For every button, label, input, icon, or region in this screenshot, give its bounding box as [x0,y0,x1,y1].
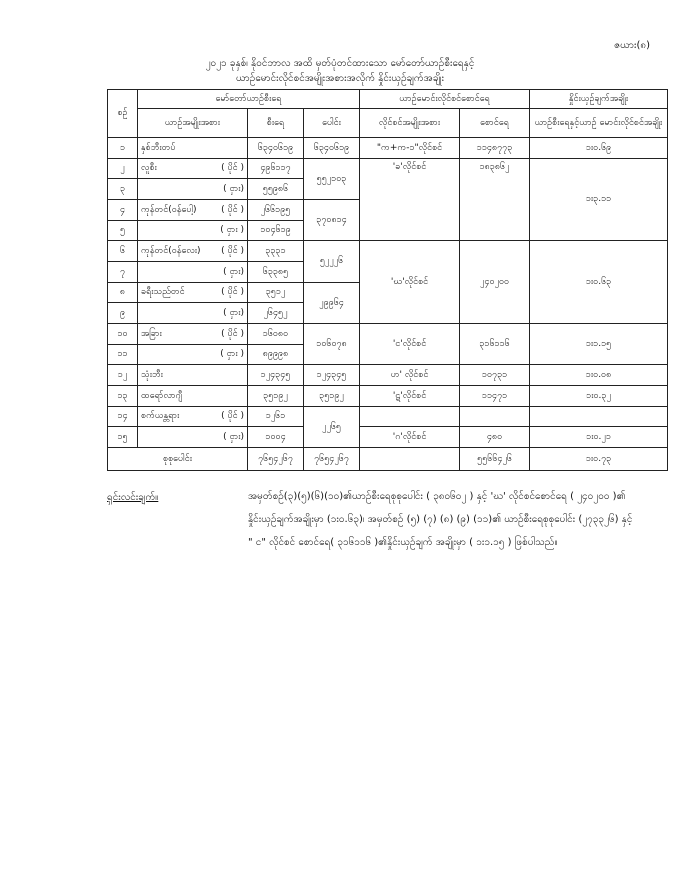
row-type [138,303,248,324]
type-name: စက်ယန္တရား [141,411,180,422]
row-lic-type [360,406,460,427]
total-row [108,447,668,470]
row-no: ၈ [108,282,138,303]
table-row [108,385,668,406]
total-lic-type [360,447,460,470]
row-type: ထရော်လာဂျီ [138,385,248,406]
row-type: နှစ်ဘီးတပ် [138,137,248,158]
total-sum: ၇၆၅၄၂၆၇ [304,447,360,470]
row-count: ၆၃၄၀၆၁၉ [248,137,304,158]
type-sub: ( ပိုင် ) [221,287,244,298]
row-no: ၁၂ [108,365,138,386]
type-name: ကုန်တင်(ဝန်ပေါ့) [141,204,197,215]
table-row [108,323,668,344]
header-count: စီးရေ [248,108,304,137]
row-lic-count: ၃၁၆၁၁၆ [460,323,530,364]
row-count: ၃၅၁၉၂ [248,385,304,406]
header-sum: ပေါင်း [304,108,360,137]
row-count: ၁၀၀၄ [248,427,304,448]
row-lic-type: 'ဂ'လိုင်စင် [360,427,460,448]
row-lic-type: ဟ' လိုင်စင် [360,365,460,386]
header-ratio-group: နှိုင်းယှဉ်ချက်အချိုး [530,90,668,109]
table-row [108,427,668,448]
note-title: ရှင်းလင်းချက်။ [107,492,159,503]
row-sum: ၃၅၁၉၂ [304,385,360,406]
total-count: ၇၆၅၄၂၆၇ [248,447,304,470]
row-type [138,158,248,179]
type-sub: ( ပိုင် ) [221,246,244,257]
row-lic-type: 'ဋ'လိုင်စင် [360,385,460,406]
row-lic-count: ၁၈၃၈၆၂ [460,158,530,241]
row-type: သုံးဘီး [138,365,248,386]
row-lic-count [460,406,530,427]
type-sub: ( ငှား) [223,266,244,277]
row-sum: ၂၂၆၅ [304,406,360,447]
row-type [138,323,248,344]
type-sub: ( ငှား) [223,184,244,195]
row-type [138,282,248,303]
row-lic-count: ၁၁၄၇၁ [460,385,530,406]
table-row [108,158,668,179]
type-sub: ( ငှား) [223,432,244,443]
row-count: ၁၂၄၃၄၅ [248,365,304,386]
row-no: ၂ [108,158,138,179]
row-count: ၅၅၉၈၆ [248,179,304,200]
type-name: ခရီးသည်တင် [141,287,185,298]
table-row [108,137,668,158]
row-count: ၈၉၉၉၈ [248,344,304,365]
row-no: ၁၃ [108,385,138,406]
header-ratio-desc: ယာဉ်စီးရေနှင့်ယာဉ် မောင်းလိုင်စင်အချိုး [530,108,668,137]
row-count: ၃၃၃၁ [248,241,304,262]
type-sub: ( ပိုင် ) [221,411,244,422]
table-row [108,241,668,262]
row-type [138,261,248,282]
row-no: ၅ [108,220,138,241]
row-count: ၂၆၄၅၂ [248,303,304,324]
row-type [138,199,248,220]
type-name: လူစီး [141,163,157,174]
row-type [138,241,248,262]
row-ratio: ၁း၃.၁၁ [530,158,668,241]
table-row [108,365,668,386]
row-ratio: ၁း၀.၆၃ [530,241,668,324]
comparison-table [107,89,668,471]
row-type [138,344,248,365]
row-lic-type: 'ဃ'လိုင်စင် [360,241,460,324]
row-no: ၃ [108,179,138,200]
type-name: အခြား [141,328,162,339]
note-text: အမှတ်စဉ်(၃)(၅)(၆)(၁၀)၏ယာဉ်စီးရေစုစုပေါင်း ( ၃၈၀၆၀၂ ) နှင့် 'ဃ' လိုင်စင်စောင်ရေ ( ၂၄၀၂၀၀ )၏ နှိုင်းယှဉ်ချက်အချိုးမှာ (၁း၀.၆၃)၊ အမှတ်စဉ် (၅) (၇) (၈) (၉) (၁၁)၏ ယာဉ်စီးရေစုစုပေါင်း (၂၇၃၃၂၆) နှင့် " င" လိုင်စင် စောင်ရေ( ၃၁၆၁၁၆ )၏နှိုင်းယှဉ်ချက် အချိုးမှာ ( ၁း၁.၁၅ ) ဖြစ်ပါသည်။ [248,491,633,548]
total-ratio: ၁း၀.၇၃ [530,447,668,470]
type-sub: ( ငှား ) [220,349,244,360]
row-sum: ၁၀၆၀၇၈ [304,323,360,364]
row-sum: ၃၇၀၈၁၄ [304,199,360,240]
row-count: ၁၂၆၁ [248,406,304,427]
row-type [138,427,248,448]
type-name: ကုန်တင်(ဝန်လေး) [141,246,201,257]
header-vehicle-type: ယာဉ်အမျိုးအစား [138,108,248,137]
row-no: ၄ [108,199,138,220]
row-lic-type: 'င'လိုင်စင် [360,323,460,364]
row-count: ၃၅၁၂ [248,282,304,303]
row-type [138,406,248,427]
row-lic-count: ၁၀၇၃၁ [460,365,530,386]
row-sum: ၁၂၄၃၄၅ [304,365,360,386]
total-lic-count: ၅၅၆၆၄၂၆ [460,447,530,470]
header-licence-count: စောင်ရေ [460,108,530,137]
page-subtitle: ယာဉ်မောင်းလိုင်စင်အမျိုးအစားအလိုက် နှိုင်းယှဉ်ချက်အချိုး [235,73,445,84]
row-ratio: ၁း၀.၀၈ [530,365,668,386]
row-no: ၁၀ [108,323,138,344]
row-sum: ၅၂၂၂၆ [304,241,360,282]
row-no: ၁၁ [108,344,138,365]
page-number: ဇယား(၈) [614,40,650,51]
row-lic-type: 'ခ'လိုင်စင် [360,158,460,241]
row-ratio: ၁း၁.၁၅ [530,323,668,364]
row-ratio: ၁း၀.၆၉ [530,137,668,158]
row-lic-count: ၁၁၄၈၇၇၃ [460,137,530,158]
row-count: ၁၀၄၆၁၉ [248,220,304,241]
row-count: ၂၆၆၁၉၅ [248,199,304,220]
row-no: ၉ [108,303,138,324]
row-type [138,179,248,200]
row-ratio: ၁း၀.၂၁ [530,427,668,448]
row-no: ၁၄ [108,406,138,427]
type-sub: ( ပိုင် ) [221,204,244,215]
type-sub: ( ငှား ) [220,225,244,236]
row-ratio: ၁း၀.၃၂ [530,385,668,406]
row-no: ၇ [108,261,138,282]
row-count: ၄၉၆၁၁၇ [248,158,304,179]
row-no: ၁၅ [108,427,138,448]
header-serial: စဉ် [108,90,138,138]
row-lic-count: ၄၈၀ [460,427,530,448]
header-licence-group: ယာဉ်မောင်းလိုင်စင်စောင်ရေ [360,90,530,109]
row-no: ၆ [108,241,138,262]
row-no: ၁ [108,137,138,158]
table-row [108,406,668,427]
total-label: စုစုပေါင်း [108,447,248,470]
page-title: ၂၀၂၁ ခုနှစ်၊ နိုဝင်ဘာလ အထိ မှတ်ပုံတင်ထားသော မော်တော်ယာဉ်စီးရေနှင့် [205,58,475,69]
type-sub: ( ပိုင် ) [221,163,244,174]
header-licence-type: လိုင်စင်အမျိုးအစား [360,108,460,137]
row-type [138,220,248,241]
row-ratio [530,406,668,427]
row-count: ၁၆၀၈၀ [248,323,304,344]
type-sub: ( ပိုင် ) [221,328,244,339]
header-vehicles-group: မော်တော်ယာဉ်စီးရေ [138,90,360,109]
row-sum: ၅၅၂၁၀၃ [304,158,360,199]
row-count: ၆၃၃၈၅ [248,261,304,282]
row-sum: ၆၃၄၀၆၁၉ [304,137,360,158]
row-lic-count: ၂၄၀၂၀၀ [460,241,530,324]
row-sum: ၂၉၉၆၄ [304,282,360,323]
row-lic-type: "က+က-၁"လိုင်စင် [360,137,460,158]
type-sub: ( ငှား) [223,308,244,319]
